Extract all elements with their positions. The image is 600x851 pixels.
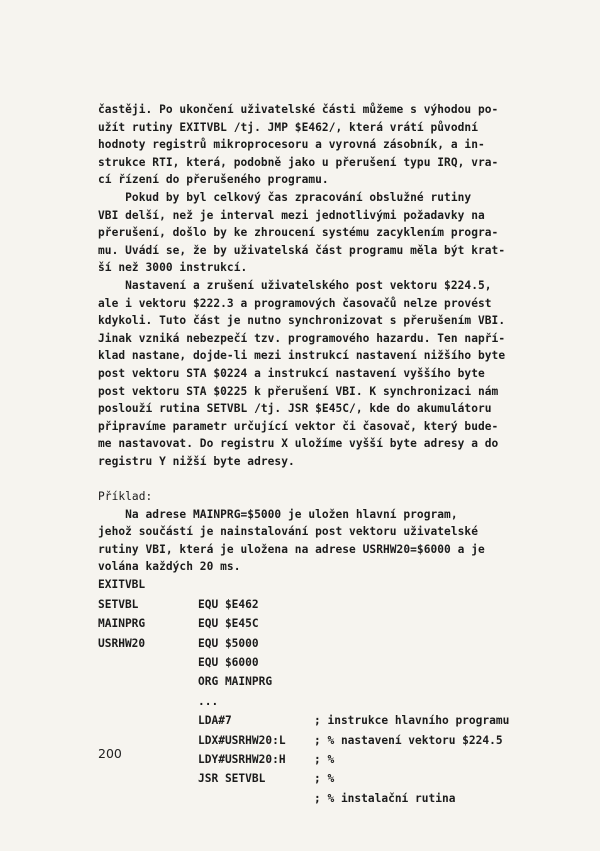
text-line: přerušení, došlo by ke zhroucení systému zacyklením progra-: [98, 226, 499, 240]
code-label: MAINPRG: [98, 617, 146, 631]
code-operation: LDA#7: [198, 714, 232, 728]
code-operation: EQU $5000: [198, 636, 259, 650]
text-line: hodnoty registrů mikroprocesoru a vyrovná zásobník, a in-: [98, 138, 485, 152]
text-line: ší než 3000 instrukcí.: [98, 261, 248, 275]
code-operation: EQU $6000: [198, 655, 259, 669]
code-comment: ; %: [314, 772, 335, 786]
text-line: Jinak vzniká nebezpečí tzv. programového hazardu. Ten napří-: [98, 331, 506, 345]
text-line: jehož součástí je nainstalování post vektoru uživatelské: [98, 525, 478, 539]
text-line: klad nastane, dojde-li mezi instrukcí nastavení nižšího byte: [98, 349, 506, 363]
text-line: registru Y nižší byte adresy.: [98, 454, 295, 468]
page-number: 200: [98, 746, 122, 761]
code-label: SETVBL: [98, 597, 139, 611]
text-line: ale i vektoru $222.3 a programových časovačů nelze provést: [98, 296, 492, 310]
code-comment: ; % nastavení vektoru $224.5: [314, 733, 503, 747]
text-line: strukce RTI, která, podobně jako u přerušení typu IRQ, vra-: [98, 155, 499, 169]
code-operation: JSR SETVBL: [198, 772, 266, 786]
text-line: VBI delší, než je interval mezi jednotlivými požadavky na: [98, 208, 485, 222]
code-label: USRHW20: [98, 636, 146, 650]
text-line: častěji. Po ukončení uživatelské části můžeme s výhodou po-: [98, 103, 499, 116]
code-operation: ...: [198, 694, 219, 708]
code-operation: LDY#USRHW20:H: [198, 752, 286, 766]
code-comment: ; %: [314, 752, 335, 766]
text-line: mu. Uvádí se, že by uživatelská část programu měla být krat-: [98, 243, 506, 257]
text-line: rutiny VBI, která je uložena na adrese USRHW20=$6000 a je: [98, 542, 485, 556]
code-operation: EQU $E462: [198, 597, 259, 611]
code-comment: ; % instalační rutina: [314, 791, 456, 805]
text-line: cí řízení do přerušeného programu.: [98, 173, 329, 187]
code-operation: EQU $E45C: [198, 617, 259, 631]
text-line: Na adrese MAINPRG=$5000 je uložen hlavní program,: [98, 507, 458, 521]
text-line: me nastavovat. Do registru X uložíme vyšší byte adresy a do: [98, 437, 499, 451]
code-operation: LDX#USRHW20:L: [198, 733, 286, 747]
example-heading: Příklad:: [98, 490, 153, 504]
text-line: připravíme parametr určující vektor či časovač, který bude-: [98, 419, 499, 433]
text-line: post vektoru STA $0224 a instrukcí nastavení vyššího byte: [98, 366, 485, 380]
code-label: EXITVBL: [98, 578, 146, 592]
text-line: Nastavení a zrušení uživatelského post vektoru $224.5,: [98, 278, 492, 292]
code-comment: ; instrukce hlavního programu: [314, 714, 510, 728]
text-line: volána každých 20 ms.: [98, 560, 241, 574]
body-text: [98, 101, 518, 576]
text-line: Pokud by byl celkový čas zpracování obslužné rutiny: [98, 190, 472, 204]
text-line: post vektoru STA $0225 k přerušení VBI. K synchronizaci nám: [98, 384, 499, 398]
text-line: kdykoli. Tuto část je nutno synchronizovat s přerušením VBI.: [98, 314, 506, 328]
code-operation: ORG MAINPRG: [198, 675, 273, 689]
text-line: užít rutiny EXITVBL /tj. JMP $E462/, která vrátí původní: [98, 120, 478, 134]
text-line: poslouží rutina SETVBL /tj. JSR $E45C/, kde do akumulátoru: [98, 402, 492, 416]
